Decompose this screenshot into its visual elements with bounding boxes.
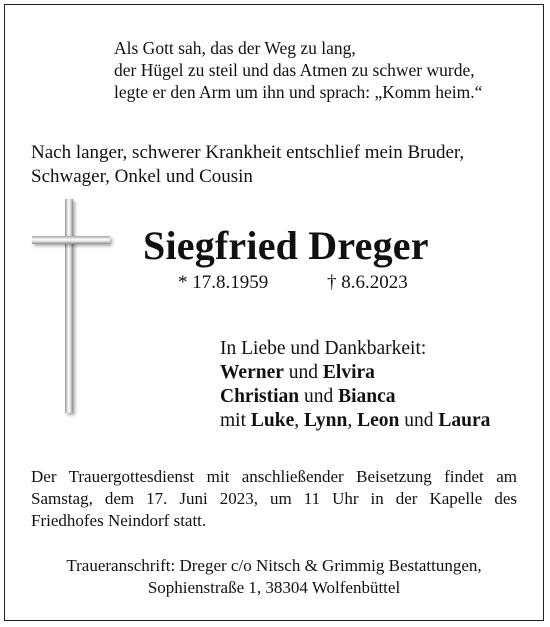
family-conjunction: und xyxy=(303,386,334,407)
family-name: Elvira xyxy=(322,362,375,383)
address-line-2: Sophienstraße 1, 38304 Wolfenbüttel xyxy=(147,578,401,597)
family-conjunction: und xyxy=(404,410,434,431)
intro-line-1: Nach langer, schwerer Krankheit entschlief mein Bruder, xyxy=(31,142,465,163)
family-heading: In Liebe und Dankbarkeit: xyxy=(220,338,427,359)
service-line-1: Der Trauergottesdienst mit anschließender Beisetzung findet am xyxy=(31,467,517,486)
family-name: Werner xyxy=(220,362,284,383)
family-name: Lynn xyxy=(304,410,348,431)
service-line-2: Samstag, dem 17. Juni 2023, um 11 Uhr in der Kapelle des xyxy=(31,489,517,508)
family-name: Laura xyxy=(438,410,491,431)
family-name: Luke xyxy=(250,410,295,431)
cross-vertical-beam xyxy=(65,199,73,413)
poem-line-2: der Hügel zu steil und das Atmen zu schwer wurde, xyxy=(114,60,475,80)
family-name: Bianca xyxy=(338,386,396,407)
family-line-1 xyxy=(220,361,375,385)
family-separator: , xyxy=(294,410,300,431)
service-line-3: Friedhofes Neindorf statt. xyxy=(31,511,207,530)
family-line-2 xyxy=(220,385,396,409)
deceased-name: Siegfried Dreger xyxy=(143,223,429,268)
death-date: † 8.6.2023 xyxy=(327,272,408,293)
poem-line-3: legte er den Arm um ihn und sprach: „Komm heim.“ xyxy=(114,82,483,102)
family-line-3 xyxy=(220,409,490,433)
address-line-1: Traueranschrift: Dreger c/o Nitsch & Grimmig Bestattungen, xyxy=(66,556,482,575)
family-conjunction: und xyxy=(288,362,319,383)
family-name: Christian xyxy=(220,386,300,407)
family-prefix: mit xyxy=(220,410,247,431)
intro-line-2: Schwager, Onkel und Cousin xyxy=(31,166,253,187)
family-name: Leon xyxy=(357,410,400,431)
family-separator: , xyxy=(347,410,353,431)
birth-date: * 17.8.1959 xyxy=(178,272,269,293)
cross-horizontal-beam xyxy=(32,236,110,244)
poem-line-1: Als Gott sah, das der Weg zu lang, xyxy=(114,38,356,58)
